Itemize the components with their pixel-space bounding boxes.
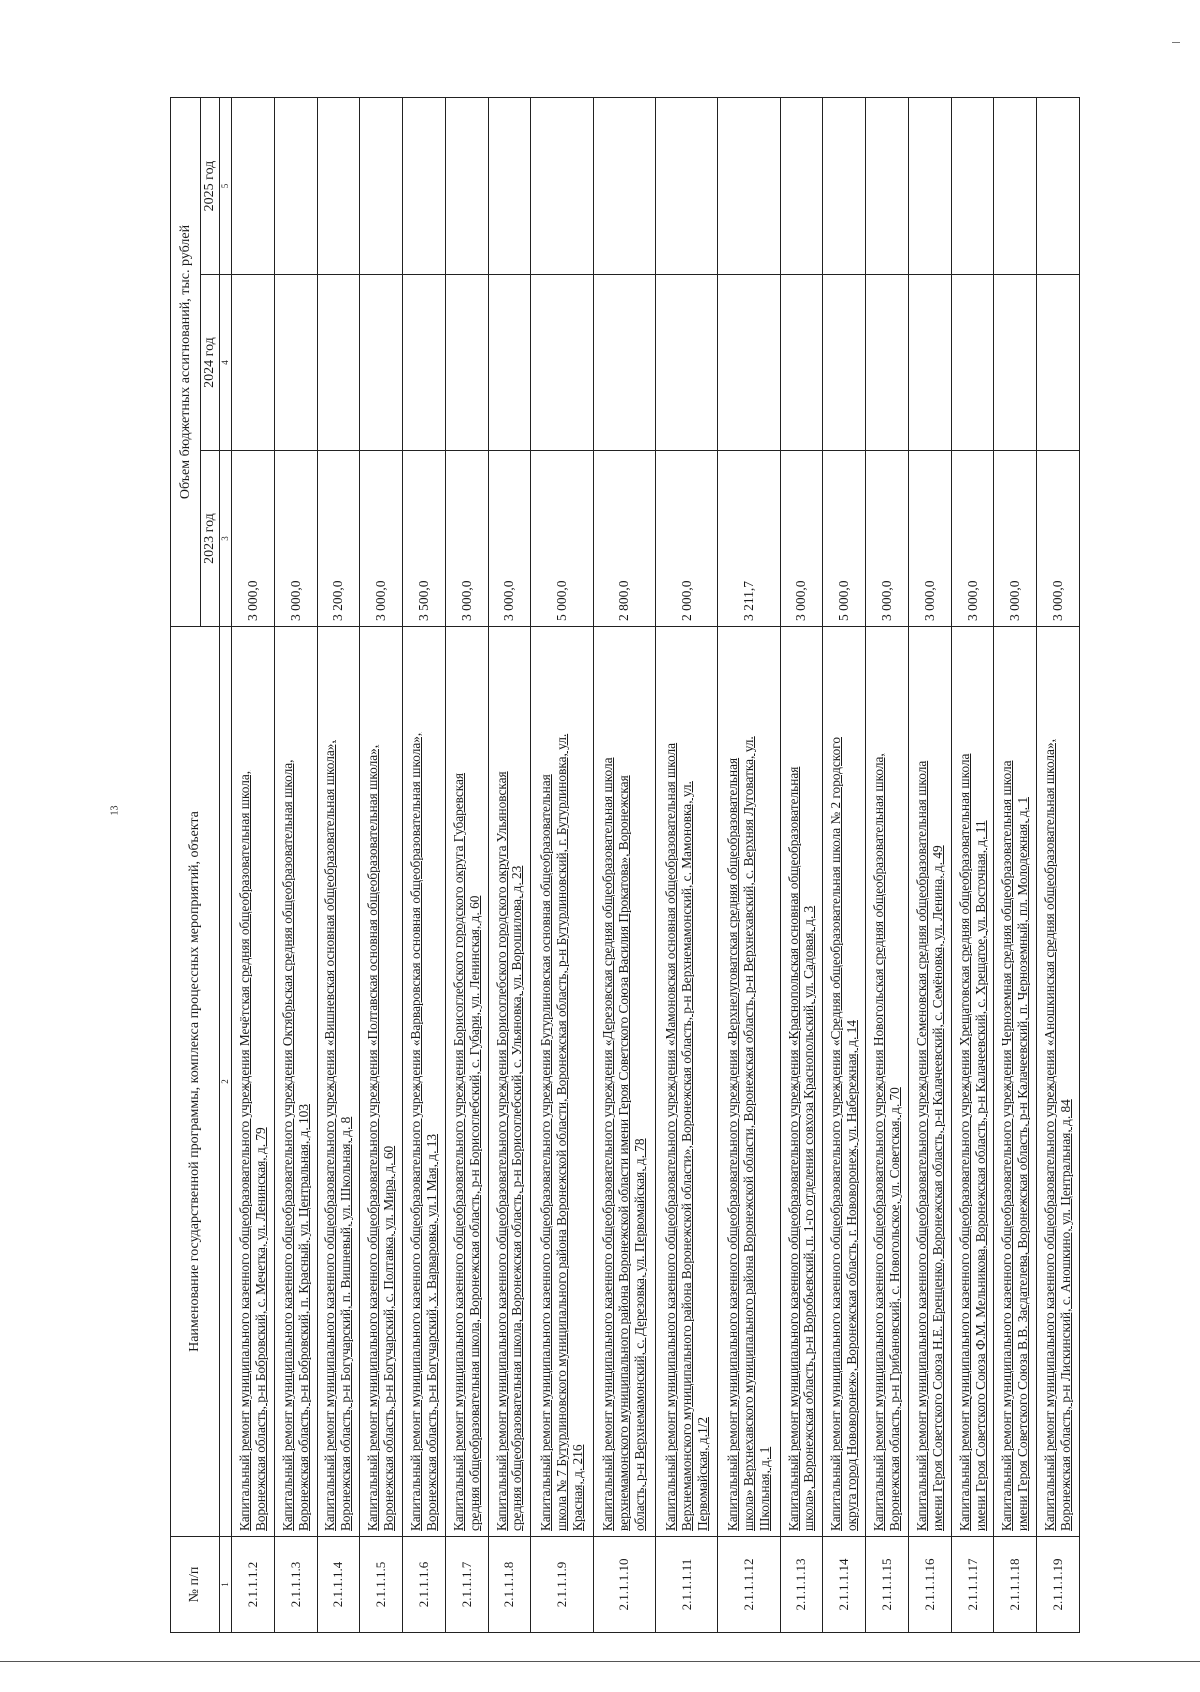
value-2023: 3 000,0 xyxy=(994,451,1037,627)
budget-table xyxy=(170,97,1080,1633)
value-2024 xyxy=(780,275,823,451)
object-name-line: имени Героя Советского Союза Н.Е. Еренценко, Воронежская область, р-н Калачеевский, с. Семёновка, ул. Ленина, д. 49 xyxy=(929,845,945,1531)
object-name-line: Капитальный ремонт муниципального казенного общеобразовательного учреждения Хрещатовская средняя общеобразовательная школа xyxy=(956,753,972,1531)
table-row xyxy=(655,98,717,1633)
value-2024 xyxy=(718,275,780,451)
table-row xyxy=(488,98,531,1633)
value-2025 xyxy=(908,98,951,275)
object-name-line: Капитальный ремонт муниципального казенного общеобразовательного учреждения «Вишневская основная общеобразовательная школа», xyxy=(322,740,338,1531)
value-2023: 3 200,0 xyxy=(317,451,360,627)
value-2024 xyxy=(994,275,1037,451)
value-2023: 3 000,0 xyxy=(488,451,531,627)
object-name-line: Воронежская область, р-н Лискинский, с. Аношкино, ул. Центральная, д. 84 xyxy=(1058,1099,1074,1531)
table-row xyxy=(317,98,360,1633)
object-name-line: Воронежская область, р-н Бобровский, с. Мечетка, ул. Ленинская, д. 79 xyxy=(252,1127,268,1531)
object-name-line: Капитальный ремонт муниципального казенного общеобразовательного учреждения «Средняя общеобразовательная школа № 2 городского xyxy=(828,737,844,1531)
object-name-line: Капитальный ремонт муниципального казенного общеобразовательного учреждения «Дерезовская средняя общеобразовательная школа xyxy=(600,757,616,1531)
object-name-line: Капитальный ремонт муниципального казенного общеобразовательного учреждения Черноземная средняя общеобразовательная школа xyxy=(999,760,1015,1531)
page-number: 13 xyxy=(109,805,121,816)
object-name xyxy=(823,627,866,1537)
table-row xyxy=(531,98,593,1633)
table-row xyxy=(360,98,403,1633)
header-name: Наименование государственной программы, комплекса процессных мероприятий, объекта xyxy=(171,627,220,1537)
value-2023: 5 000,0 xyxy=(823,451,866,627)
object-name-line: Воронежская область, р-н Богучарский, х. Варваровка, ул.1 Мая, д. 13 xyxy=(423,1133,439,1531)
row-number: 2.1.1.1.8 xyxy=(488,1537,531,1633)
row-number: 2.1.1.1.19 xyxy=(1037,1537,1080,1633)
object-name xyxy=(994,627,1037,1537)
value-2023: 3 000,0 xyxy=(866,451,909,627)
object-name xyxy=(531,627,593,1537)
object-name-line: имени Героя Советского Союза В.В. Засдателева, Воронежская область, р-н Калачеевский, п. Черноземный, пл. Молодежная, д. 1 xyxy=(1015,797,1031,1531)
row-number: 2.1.1.1.10 xyxy=(593,1537,655,1633)
row-number: 2.1.1.1.18 xyxy=(994,1537,1037,1633)
rotated-document xyxy=(170,98,1080,1633)
value-2023: 3 000,0 xyxy=(274,451,317,627)
header-budget: Объем бюджетных ассигнований, тыс. рублей xyxy=(171,98,201,627)
value-2025 xyxy=(655,98,717,275)
row-number: 2.1.1.1.14 xyxy=(823,1537,866,1633)
value-2025 xyxy=(445,98,488,275)
table-row xyxy=(445,98,488,1633)
object-name-line: Капитальный ремонт муниципального казенного общеобразовательного учреждения «Полтавская основная общеобразовательная школа», xyxy=(365,744,381,1531)
object-name-line: средняя общеобразовательная школа, Воронежская область, р-н Борисоглебский, с. Ульяновка, ул. Ворошилова, д. 23 xyxy=(509,865,525,1531)
object-name xyxy=(403,627,446,1537)
column-index: 1 xyxy=(220,1537,232,1633)
header-2025: 2025 год xyxy=(201,98,220,275)
value-2025 xyxy=(360,98,403,275)
column-index: 2 xyxy=(220,627,232,1537)
table-row xyxy=(823,98,866,1633)
scan-edge-mark xyxy=(1172,42,1180,43)
header-2024: 2024 год xyxy=(201,275,220,451)
object-name xyxy=(780,627,823,1537)
value-2025 xyxy=(866,98,909,275)
table-row xyxy=(951,98,994,1633)
value-2024 xyxy=(593,275,655,451)
value-2025 xyxy=(274,98,317,275)
value-2024 xyxy=(403,275,446,451)
row-number: 2.1.1.1.11 xyxy=(655,1537,717,1633)
table-row xyxy=(274,98,317,1633)
object-name xyxy=(360,627,403,1537)
value-2023: 3 000,0 xyxy=(232,451,275,627)
header-2023: 2023 год xyxy=(201,451,220,627)
object-name xyxy=(1037,627,1080,1537)
object-name-line: Капитальный ремонт муниципального казенного общеобразовательного учреждения «Верхнелуговатская средняя общеобразовательная xyxy=(725,757,741,1531)
value-2023: 3 000,0 xyxy=(780,451,823,627)
row-number: 2.1.1.1.9 xyxy=(531,1537,593,1633)
object-name-line: средняя общеобразовательная школа, Воронежская область, р-н Борисоглебский, с. Губари, ул. Ленинская, д. 60 xyxy=(466,895,482,1531)
value-2024 xyxy=(951,275,994,451)
object-name xyxy=(593,627,655,1537)
value-2025 xyxy=(823,98,866,275)
value-2024 xyxy=(1037,275,1080,451)
object-name-line: школа № 7 Бутурлиновского муниципального района Воронежской области, Воронежская область, р-н Бутурлиновский, г. Бутурлиновка, ул. xyxy=(554,733,570,1531)
table-row xyxy=(866,98,909,1633)
object-name xyxy=(718,627,780,1537)
object-name xyxy=(951,627,994,1537)
table-row xyxy=(593,98,655,1633)
object-name xyxy=(866,627,909,1537)
object-name-line: Школьная, д. 1 xyxy=(756,1446,772,1531)
row-number: 2.1.1.1.12 xyxy=(718,1537,780,1633)
object-name-line: школа», Воронежская область, р-н Воробьевский, п. 1-го отделения совхоза Краснопольский, ул. Садовая, д. 3 xyxy=(801,905,817,1531)
object-name-line: Капитальный ремонт муниципального казенного общеобразовательного учреждения Борисоглебского городского округа Губаревская xyxy=(450,772,466,1531)
table-row xyxy=(994,98,1037,1633)
value-2024 xyxy=(232,275,275,451)
table-row xyxy=(908,98,951,1633)
row-number: 2.1.1.1.17 xyxy=(951,1537,994,1633)
table-row xyxy=(1037,98,1080,1633)
object-name-line: Воронежская область, р-н Грибановский, с. Новогольское, ул. Советская, д. 70 xyxy=(887,1087,903,1531)
header-number: № п/п xyxy=(171,1537,220,1633)
value-2024 xyxy=(866,275,909,451)
value-2024 xyxy=(445,275,488,451)
row-number: 2.1.1.1.5 xyxy=(360,1537,403,1633)
object-name-line: Первомайская, д.1/2 xyxy=(694,1417,710,1531)
object-name-line: область, р-н Верхнемамонский, с. Дерезовка, ул. Первомайская, д. 78 xyxy=(632,1138,648,1531)
object-name-line: Капитальный ремонт муниципального казенного общеобразовательного учреждения Новогольская средняя общеобразовательная школа, xyxy=(871,753,887,1531)
row-number: 2.1.1.1.2 xyxy=(232,1537,275,1633)
value-2024 xyxy=(655,275,717,451)
value-2024 xyxy=(908,275,951,451)
value-2023: 3 500,0 xyxy=(403,451,446,627)
object-name-line: Капитальный ремонт муниципального казенного общеобразовательного учреждения «Аношкинская средняя общеобразовательная школа», xyxy=(1042,739,1058,1531)
value-2025 xyxy=(593,98,655,275)
value-2025 xyxy=(951,98,994,275)
object-name-line: Капитальный ремонт муниципального казенного общеобразовательного учреждения «Краснопольская основная общеобразовательная xyxy=(785,766,801,1531)
object-name xyxy=(232,627,275,1537)
value-2025 xyxy=(232,98,275,275)
object-name-line: Капитальный ремонт муниципального казенного общеобразовательного учреждения «Варваровская основная общеобразовательная школа», xyxy=(407,732,423,1531)
value-2023: 3 211,7 xyxy=(718,451,780,627)
value-2025 xyxy=(531,98,593,275)
object-name xyxy=(488,627,531,1537)
value-2024 xyxy=(531,275,593,451)
row-number: 2.1.1.1.15 xyxy=(866,1537,909,1633)
object-name-line: Воронежская область, р-н Богучарский, с. Полтавка, ул. Мира, д. 60 xyxy=(381,1145,397,1531)
object-name-line: Капитальный ремонт муниципального казенного общеобразовательного учреждения Борисоглебского городского округа Ульяновская xyxy=(493,771,509,1531)
value-2023: 3 000,0 xyxy=(951,451,994,627)
object-name-line: Воронежская область, р-н Богучарский, п. Вишневый, ул. Школьная, д. 8 xyxy=(338,1116,354,1531)
object-name-line: Верхнемамонского муниципального района Воронежской области», Воронежская область, р-н Верхнемамонский, с. Мамоновка, ул. xyxy=(678,781,694,1531)
column-index: 5 xyxy=(220,98,232,275)
value-2024 xyxy=(360,275,403,451)
value-2024 xyxy=(274,275,317,451)
value-2023: 5 000,0 xyxy=(531,451,593,627)
object-name-line: Капитальный ремонт муниципального казенного общеобразовательного учреждения Бутурлиновская основная общеобразовательная xyxy=(538,774,554,1531)
object-name-line: Красная, д. 216 xyxy=(569,1444,585,1531)
object-name-line: Капитальный ремонт муниципального казенного общеобразовательного учреждения Октябрьская средняя общеобразовательная школа, xyxy=(279,759,295,1531)
row-number: 2.1.1.1.4 xyxy=(317,1537,360,1633)
value-2025 xyxy=(403,98,446,275)
table-row xyxy=(232,98,275,1633)
object-name xyxy=(445,627,488,1537)
row-number: 2.1.1.1.3 xyxy=(274,1537,317,1633)
row-number: 2.1.1.1.13 xyxy=(780,1537,823,1633)
value-2025 xyxy=(488,98,531,275)
value-2023: 2 000,0 xyxy=(655,451,717,627)
value-2025 xyxy=(718,98,780,275)
object-name xyxy=(908,627,951,1537)
row-number: 2.1.1.1.6 xyxy=(403,1537,446,1633)
object-name-line: округа город Нововоронеж», Воронежская область, г. Нововоронеж, ул. Набережная, д. 14 xyxy=(844,1020,860,1531)
value-2024 xyxy=(317,275,360,451)
value-2025 xyxy=(780,98,823,275)
value-2023: 3 000,0 xyxy=(445,451,488,627)
column-index: 3 xyxy=(220,451,232,627)
row-number: 2.1.1.1.16 xyxy=(908,1537,951,1633)
object-name-line: Капитальный ремонт муниципального казенного общеобразовательного учреждения «Мамоновская основная общеобразовательная школа xyxy=(662,742,678,1531)
scan-bottom-rule xyxy=(0,1661,1200,1662)
column-index: 4 xyxy=(220,275,232,451)
table-row xyxy=(780,98,823,1633)
value-2025 xyxy=(317,98,360,275)
object-name xyxy=(274,627,317,1537)
object-name-line: Капитальный ремонт муниципального казенного общеобразовательного учреждения Мечётская средняя общеобразовательная школа, xyxy=(236,770,252,1531)
object-name-line: имени Героя Советского Союза Ф.М. Мельникова, Воронежская область, р-н Калачеевский, с. Хрещатое, ул. Восточная, д. 11 xyxy=(972,820,988,1531)
row-number: 2.1.1.1.7 xyxy=(445,1537,488,1633)
value-2023: 3 000,0 xyxy=(1037,451,1080,627)
object-name-line: Воронежская область, р-н Бобровский, п. Красный, ул. Центральная, д. 103 xyxy=(295,1104,311,1531)
value-2025 xyxy=(1037,98,1080,275)
object-name-line: Капитальный ремонт муниципального казенного общеобразовательного учреждения Семеновская средняя общеобразовательная школа xyxy=(913,760,929,1531)
value-2024 xyxy=(488,275,531,451)
object-name-line: школа» Верхнехавского муниципального района Воронежской области, Воронежская область, р-н Верхнехавский, с. Верхняя Луговатка, ул. xyxy=(740,736,756,1531)
value-2023: 3 000,0 xyxy=(360,451,403,627)
object-name-line: верхнемамонского муниципального района Воронежской области имени Героя Советского Союза Василия Прокатова», Воронежская xyxy=(616,775,632,1531)
object-name xyxy=(317,627,360,1537)
value-2024 xyxy=(823,275,866,451)
table-row xyxy=(403,98,446,1633)
value-2023: 2 800,0 xyxy=(593,451,655,627)
value-2023: 3 000,0 xyxy=(908,451,951,627)
table-row xyxy=(718,98,780,1633)
object-name xyxy=(655,627,717,1537)
value-2025 xyxy=(994,98,1037,275)
